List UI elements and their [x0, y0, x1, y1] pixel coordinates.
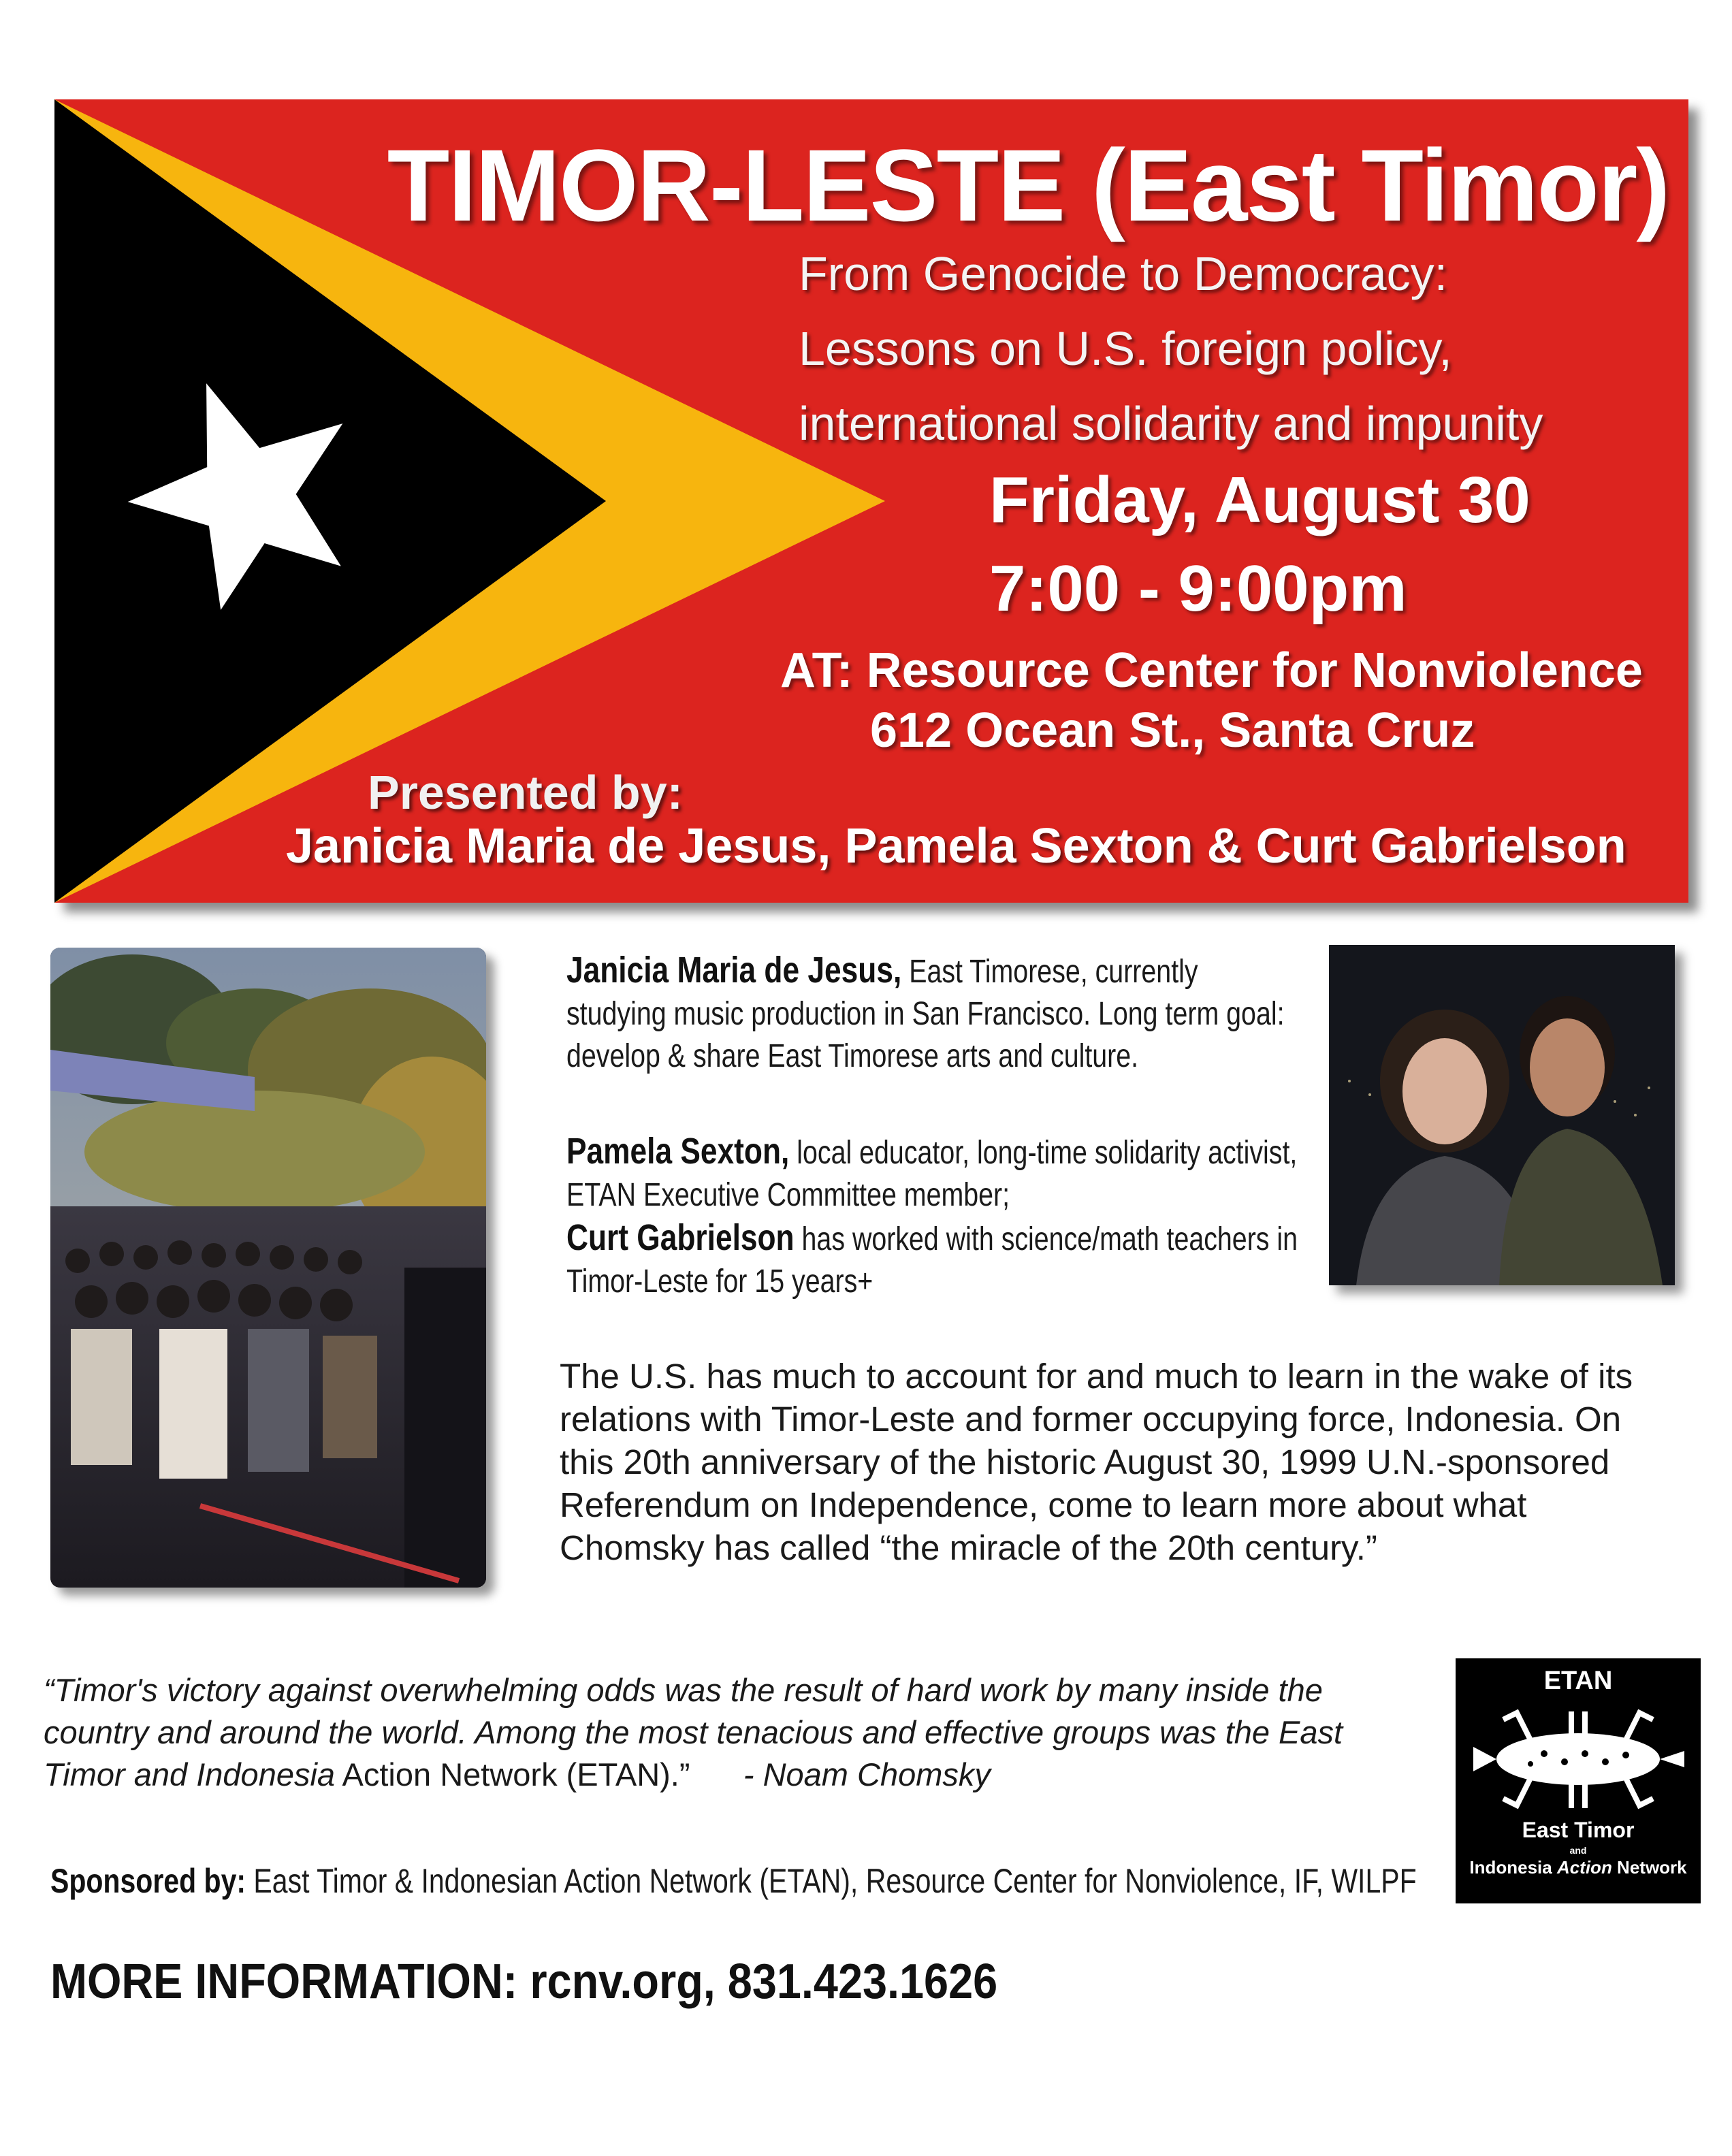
bio-text-pamela: local educator, long-time solidarity activist, ETAN Executive Committee member; — [566, 1135, 1298, 1213]
subtitle-line-2: Lessons on U.S. foreign policy, — [799, 322, 1452, 375]
subtitle-line-3: international solidarity and impunity — [799, 397, 1543, 450]
sponsors-line — [50, 1861, 1417, 1901]
lizard-icon — [1469, 1699, 1687, 1815]
presenters-photo — [1329, 945, 1675, 1285]
bio-name-curt: Curt Gabrielson — [566, 1217, 795, 1258]
bio-name-janicia: Janicia Maria de Jesus, — [566, 950, 902, 991]
logo-and: and — [1569, 1845, 1587, 1856]
logo-acronym: ETAN — [1543, 1667, 1613, 1695]
crowd-photo — [50, 948, 486, 1588]
chomsky-quote — [44, 1669, 1405, 1796]
logo-action-word: Action — [1556, 1857, 1612, 1878]
sponsors-list: East Timor & Indonesian Action Network (ETAN), Resource Center for Nonviolence, IF, WILPF — [246, 1862, 1417, 1900]
quote-text: “Timor's victory against overwhelming odds was the result of hard work by many inside the country and around the world. Among the most tenacious and effective groups was the East Timor and Indonesia — [44, 1672, 1343, 1792]
presenters-list: Janicia Maria de Jesus, Pamela Sexton & Curt Gabrielson — [286, 819, 1626, 873]
event-title: TIMOR-LESTE (East Timor) — [387, 128, 1669, 242]
logo-indonesia-word: Indonesia — [1469, 1857, 1557, 1878]
event-description: The U.S. has much to account for and much to learn in the wake of its relations with Timor-Leste and former occupying force, Indonesia. On this 20th anniversary of the historic August 30, 1999 U.N.-sponsored Referendum on Independence, come to learn more about what Chomsky has called “the miracle of the 20th century.” — [560, 1357, 1633, 1567]
more-information: MORE INFORMATION: rcnv.org, 831.423.1626 — [50, 1954, 998, 2009]
presented-by-label: Presented by: — [368, 766, 683, 819]
event-venue: AT: Resource Center for Nonviolence — [780, 643, 1643, 698]
event-address: 612 Ocean St., Santa Cruz — [870, 703, 1475, 758]
logo-line-indonesia — [1456, 1857, 1701, 1878]
bio-name-pamela: Pamela Sexton, — [566, 1131, 790, 1172]
bio-text-janicia: East Timorese, currently studying music production in San Francisco. Long term goal: develop & share East Timorese arts and culture. — [566, 954, 1285, 1074]
event-date: Friday, August 30 — [989, 464, 1530, 536]
subtitle-line-1: From Genocide to Democracy: — [799, 247, 1448, 300]
logo-network-word: Network — [1611, 1857, 1687, 1878]
logo-line-east-timor: East Timor — [1522, 1818, 1635, 1842]
quote-attribution: - Noam Chomsky — [690, 1756, 991, 1792]
event-time: 7:00 - 9:00pm — [989, 552, 1407, 625]
quote-text-plain: Action Network (ETAN).” — [335, 1756, 690, 1792]
sponsors-label: Sponsored by: — [50, 1862, 246, 1900]
bio-janicia — [566, 949, 1292, 1078]
bio-pamela-curt — [566, 1130, 1326, 1303]
bio-text-curt: has worked with science/math teachers in Timor-Leste for 15 years+ — [566, 1221, 1298, 1300]
flag-banner — [54, 99, 1688, 903]
etan-logo — [1456, 1658, 1701, 1903]
